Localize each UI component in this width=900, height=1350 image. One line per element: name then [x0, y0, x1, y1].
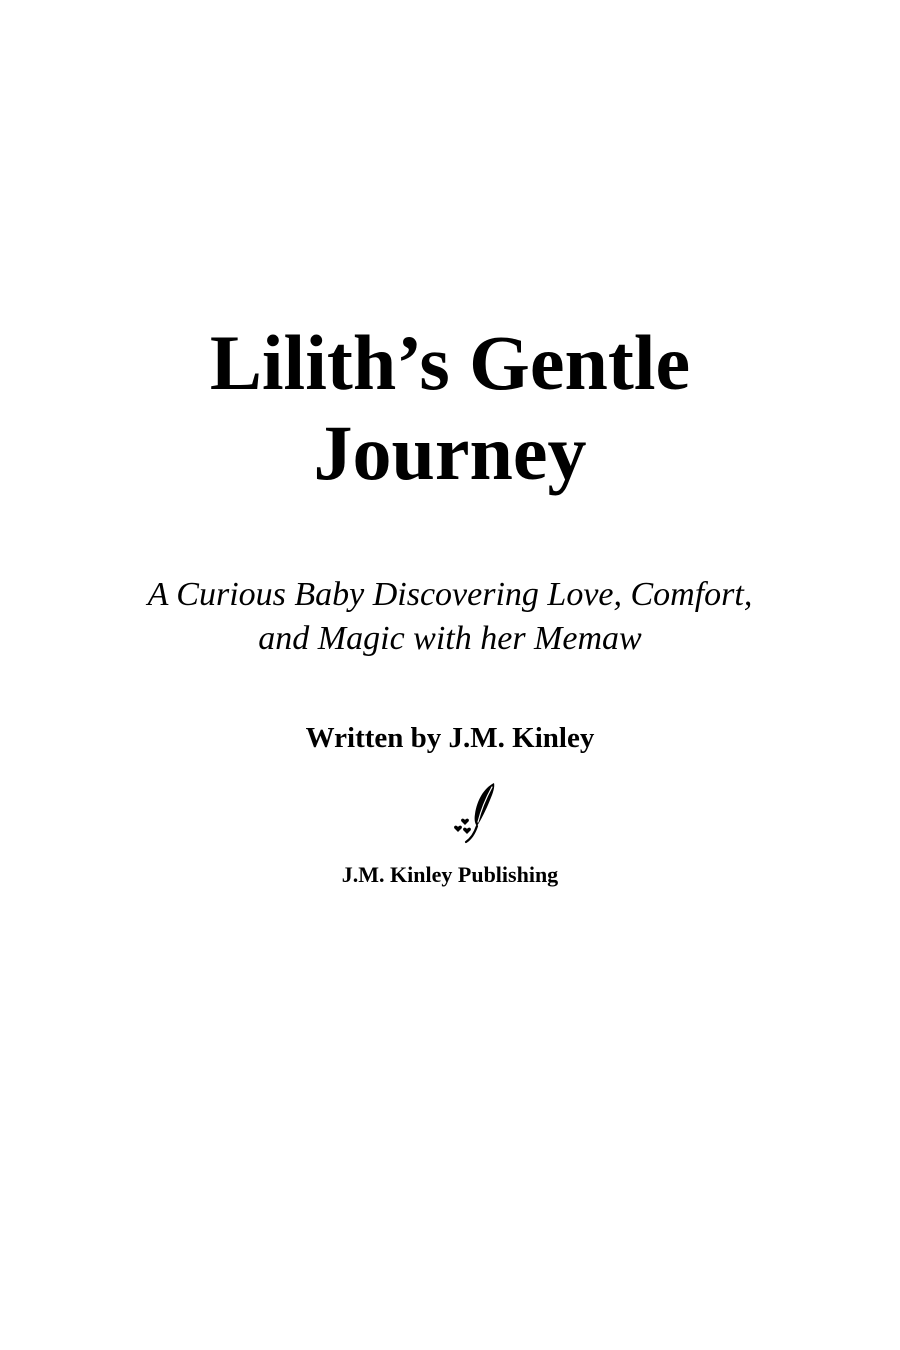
quill-with-hearts-icon	[450, 782, 496, 844]
book-subtitle	[0, 573, 900, 661]
book-title-line-2: Journey	[313, 409, 587, 496]
book-title	[0, 318, 900, 498]
publisher-name: J.M. Kinley Publishing	[341, 862, 559, 887]
book-subtitle-line-2: and Magic with her Memaw	[258, 620, 642, 657]
book-title-line-1: Lilith’s Gentle	[209, 319, 691, 406]
book-subtitle-line-1: A Curious Baby Discovering Love, Comfort,	[147, 576, 753, 613]
author-credit: Written by J.M. Kinley	[305, 722, 595, 754]
